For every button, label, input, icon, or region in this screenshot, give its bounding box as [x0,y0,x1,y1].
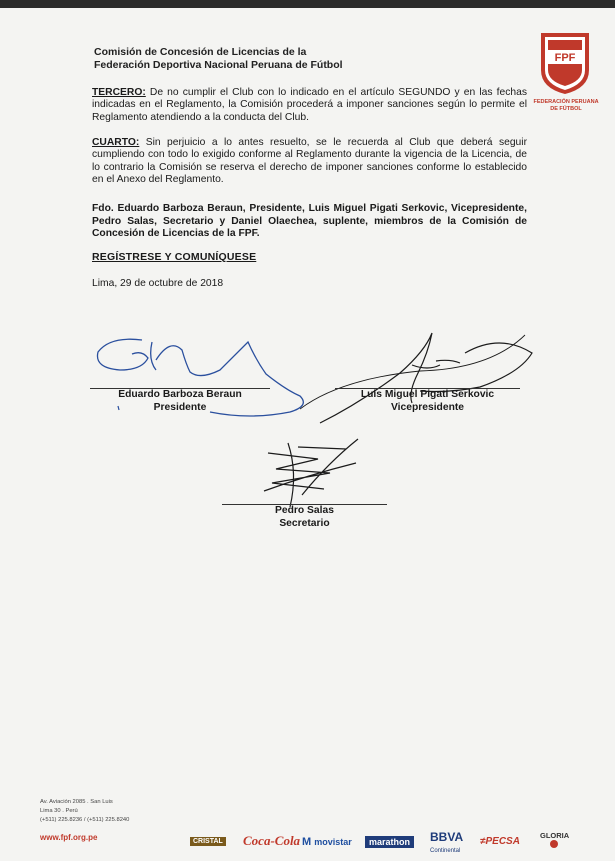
article-tercero [92,87,527,124]
footer-address-line-1: Av. Aviación 2085 . San Luis [40,799,113,805]
issuer-line-1: Comisión de Concesión de Licencias de la [94,46,307,58]
gloria-badge-icon [550,840,558,848]
tercero-heading: TERCERO: [92,87,146,98]
signature-2-drawing [300,313,535,433]
pecsa-mark-icon: ≠ [480,836,486,847]
sponsor-movistar [302,836,352,848]
signature-3-name: Pedro Salas [275,505,334,516]
sponsor-bbva-label: BBVA [430,830,464,844]
movistar-m-icon: M [302,836,315,848]
signature-3-role: Secretario [279,517,330,529]
logo-caption [533,99,599,112]
footer-address-line-2: Lima 30 . Perú [40,808,78,814]
sponsor-movistar-label: movistar [314,837,352,847]
document-date: Lima, 29 de octubre de 2018 [92,278,224,289]
article-cuarto [92,137,527,187]
logo-text: FPF [554,52,576,64]
fpf-logo [537,30,593,96]
sponsor-cristal: CRISTAL [190,837,226,846]
sponsor-continental-label: Continental [430,848,461,854]
sponsor-bbva [430,832,463,857]
logo-caption-line-1: FEDERACIÓN PERUANA [533,99,599,105]
sponsor-pecsa [480,836,520,847]
registrese-heading: REGÍSTRESE Y COMUNÍQUESE [92,251,257,263]
sponsor-gloria-label: GLORIA [540,831,570,840]
issuer-header [94,46,343,72]
fpf-shield-icon [537,30,593,96]
sponsor-strip [188,830,588,856]
sponsor-gloria [540,831,569,850]
sponsor-pecsa-label: PECSA [485,836,520,847]
signature-1-block [90,389,270,414]
cuarto-heading: CUARTO: [92,137,140,148]
sponsor-marathon: marathon [365,836,414,848]
signature-2-block [335,389,520,414]
cuarto-text: Sin perjuicio a lo antes resuelto, se le recuerda al Club que deberá seguir cumpliendo con todo lo exigido conforme al Reglamento durante la vigencia de la Licencia, de lo contrario la Comisión se reserva el derecho de imponer sanciones conforme lo establecido en el Anexo del Reglamento. [92,137,527,186]
footer-address-line-3: (+511) 225.8236 / (+511) 225.8240 [40,817,130,823]
footer-address [40,798,129,825]
sponsor-cocacola: Coca-Cola [243,833,301,848]
signature-1-name: Eduardo Barboza Beraun [118,389,242,400]
issuer-line-2: Federación Deportiva Nacional Peruana de Fútbol [94,59,343,71]
signature-2-role: Vicepresidente [390,401,465,413]
signatories-paragraph: Fdo. Eduardo Barboza Beraun, Presidente, Luis Miguel Pigati Serkovic, Vicepresidente, Pedro Salas, Secretario y Daniel Olaechea, suplente, miembros de la Comisión de Concesión de Licencias de la FPF. [92,203,527,240]
footer-website: www.fpf.org.pe [40,833,98,842]
tercero-text: De no cumplir el Club con lo indicado en el artículo SEGUNDO y en las fechas indicadas en el Reglamento, la Comisión procederá a imponer sanciones según lo permite el Reglamento atendiendo a la conducta del Club. [92,87,527,123]
logo-caption-line-2: DE FÚTBOL [550,105,582,112]
signature-2-name: Luis Miguel Pigati Serkovic [360,389,495,400]
signature-3-drawing [258,433,368,513]
signature-3-block [222,505,387,530]
signature-1-role: Presidente [153,401,207,413]
document-page [0,8,615,861]
